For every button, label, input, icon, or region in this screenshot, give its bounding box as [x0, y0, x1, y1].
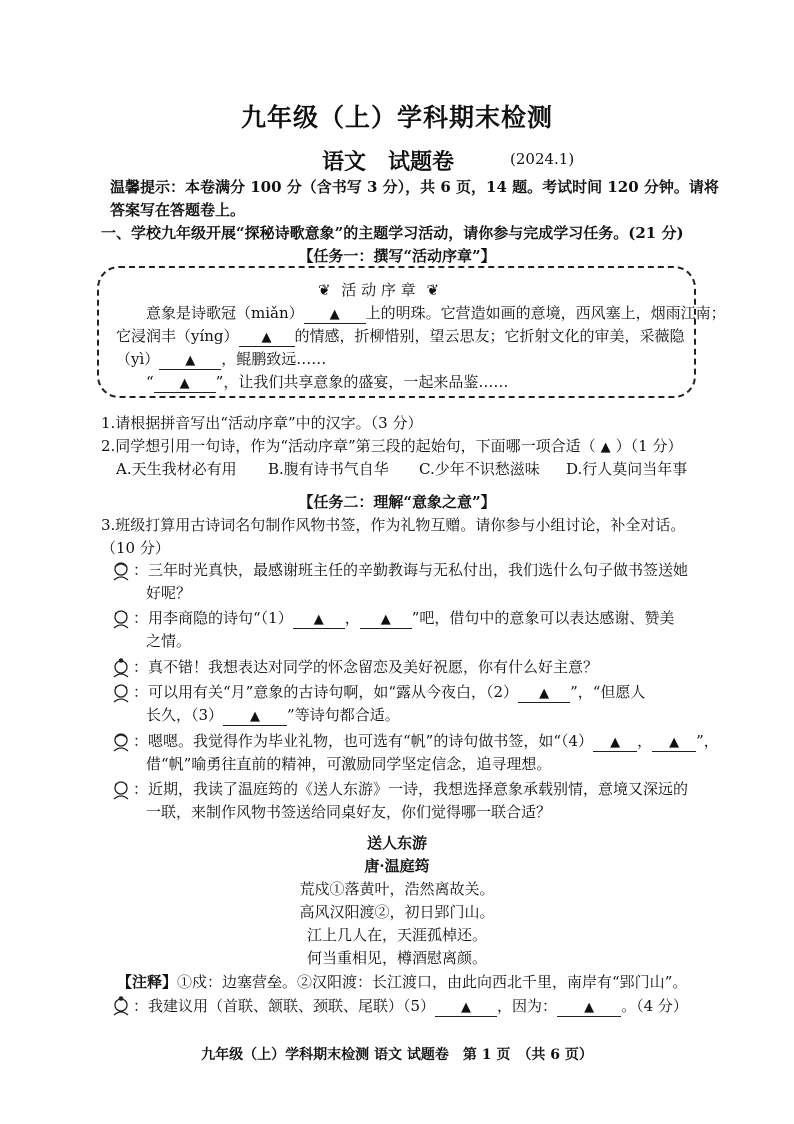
answer-blank: ▲ [304, 305, 366, 324]
teacher-avatar-icon [111, 732, 131, 752]
dialogue-2-line-2: 之情。 [146, 632, 192, 650]
question-3-line-1: 3.班级打算用古诗词名句制作风物书签，作为礼物互赠。请你参与小组讨论，补全对话。 [101, 516, 686, 534]
answer-blank: ▲ [652, 733, 696, 752]
question-1: 1.请根据拼音写出“活动序章”中的汉字。（3 分） [101, 414, 423, 432]
dialogue-1-line-2: 好呢？ [146, 584, 192, 602]
poem-line: 高风汉阳渡②，初日郢门山。 [299, 903, 495, 921]
answer-blank: ▲ [239, 328, 295, 347]
section-1-heading: 一、学校九年级开展“探秘诗歌意象”的主题学习活动，请你参与完成学习任务。(21 分) [101, 224, 684, 242]
answer-blank: ▲ [360, 610, 412, 629]
exam-title: 九年级（上）学科期末检测 [240, 103, 553, 132]
answer-blank: ▲ [518, 684, 570, 703]
dialogue-6-line-2: 一联，来制作风物书签送给同桌好友，你们觉得哪一联合适？ [146, 803, 552, 821]
notice-label: 温馨提示： [110, 178, 186, 196]
option-b: B.腹有诗书气自华 [268, 460, 389, 478]
answer-blank: ▲ [435, 998, 497, 1017]
dialogue-5-line-1: ：嗯嗯。我觉得作为毕业礼物，也可选有“帆”的诗句做书签，如“（4） ▲ ， ▲ ”， [133, 732, 719, 750]
exam-date: (2024.1) [510, 150, 575, 168]
boy-avatar-icon [111, 780, 131, 800]
boy-avatar-icon [111, 609, 131, 629]
answer-blank: ▲ [557, 998, 621, 1017]
question-3-points: （10 分） [101, 539, 170, 557]
answer-blank: ▲ [154, 374, 216, 393]
poem-author: 唐·温庭筠 [364, 857, 430, 875]
girl-avatar-icon [111, 996, 131, 1016]
task-1-heading: 【任务一：撰写“活动序章”】 [298, 247, 496, 265]
poem-line: 何当重相见，樽酒慰离颜。 [306, 949, 487, 967]
dialogue-2-line-1: ：用李商隐的诗句“（1） ▲ ， ▲ ”吧，借句中的意象可以表达感谢、赞美 [133, 609, 675, 627]
dialogue-5-line-2: 借“帆”喻勇往直前的精神，可激励同学坚定信念，追寻理想。 [146, 755, 552, 773]
answer-blank: ▲ [159, 351, 221, 370]
preface-line-4: “ ▲ ”，让我们共享意象的盛宴，一起来品鉴…… [146, 373, 509, 391]
poem-line: 荒戍①落黄叶，浩然离故关。 [299, 880, 495, 898]
question-2: 2.同学想引用一句诗，作为“活动序章”第三段的起始句，下面哪一项合适（ ▲ ）（1 分） [101, 437, 683, 455]
notice-line-1: 温馨提示：本卷满分 100 分（含书写 3 分），共 6 页，14 题。考试时间 120 分钟。请将 [110, 178, 719, 196]
option-c: C.少年不识愁滋味 [419, 460, 540, 478]
teacher-avatar-icon [111, 561, 131, 581]
final-answer-line: ：我建议用（首联、颔联、颈联、尾联）（5） ▲ ，因为： ▲ 。（4 分） [133, 997, 688, 1015]
ornament-icon: ❦ [318, 281, 331, 299]
option-d: D.行人莫问当年事 [566, 460, 688, 478]
boy-avatar-icon [111, 683, 131, 703]
preface-line-3: （yì） ▲ ，鲲鹏致远…… [116, 350, 327, 368]
option-a: A.天生我材必有用 [116, 460, 237, 478]
notice-line-2: 答案写在答题卷上。 [110, 201, 246, 219]
page-footer: 九年级（上）学科期末检测 语文 试题卷 第 1 页 （共 6 页） [201, 1047, 593, 1063]
dialogue-3-line-1: ：真不错！我想表达对同学的怀念留恋及美好祝愿，你有什么好主意？ [133, 658, 599, 676]
answer-blank: ▲ [593, 733, 637, 752]
preface-line-2: 它浸润丰（yíng） ▲ 的情感，折柳惜别，望云思友；它折射文化的审美，采薇隐 [116, 327, 685, 345]
dialogue-4-line-1: ：可以用有关“月”意象的古诗句啊，如“露从今夜白，（2） ▲ ”，“但愿人 [133, 683, 646, 701]
poem-note: 【注释】①戍：边塞营垒。②汉阳渡：长江渡口，由此向西北千里，南岸有“郢门山”。 [117, 973, 688, 991]
poem-title: 送人东游 [366, 834, 427, 852]
poem-line: 江上几人在，天涯孤棹还。 [306, 926, 487, 944]
task-2-heading: 【任务二：理解“意象之意”】 [298, 493, 496, 511]
dialogue-4-line-2: 长久，（3） ▲ ”等诗句都合适。 [146, 706, 400, 724]
girl-avatar-icon [111, 658, 131, 678]
dialogue-6-line-1: ：近期，我读了温庭筠的《送人东游》一诗，我想选择意象承载别情，意境又深远的 [133, 780, 689, 798]
dialogue-1-line-1: ：三年时光真快，最感谢班主任的辛勤教诲与无私付出，我们选什么句子做书签送她 [133, 561, 689, 579]
answer-blank: ▲ [293, 610, 345, 629]
answer-blank: ▲ [223, 707, 287, 726]
exam-subtitle: 语文 试题卷 [322, 149, 455, 175]
preface-line-1: 意象是诗歌冠（miǎn） ▲ 上的明珠。它营造如画的意境，西风塞上，烟雨江南； [146, 304, 726, 322]
ornament-icon: ❦ [426, 281, 440, 299]
preface-box-title: ❦ 活 动 序 章 ❦ [318, 281, 440, 299]
